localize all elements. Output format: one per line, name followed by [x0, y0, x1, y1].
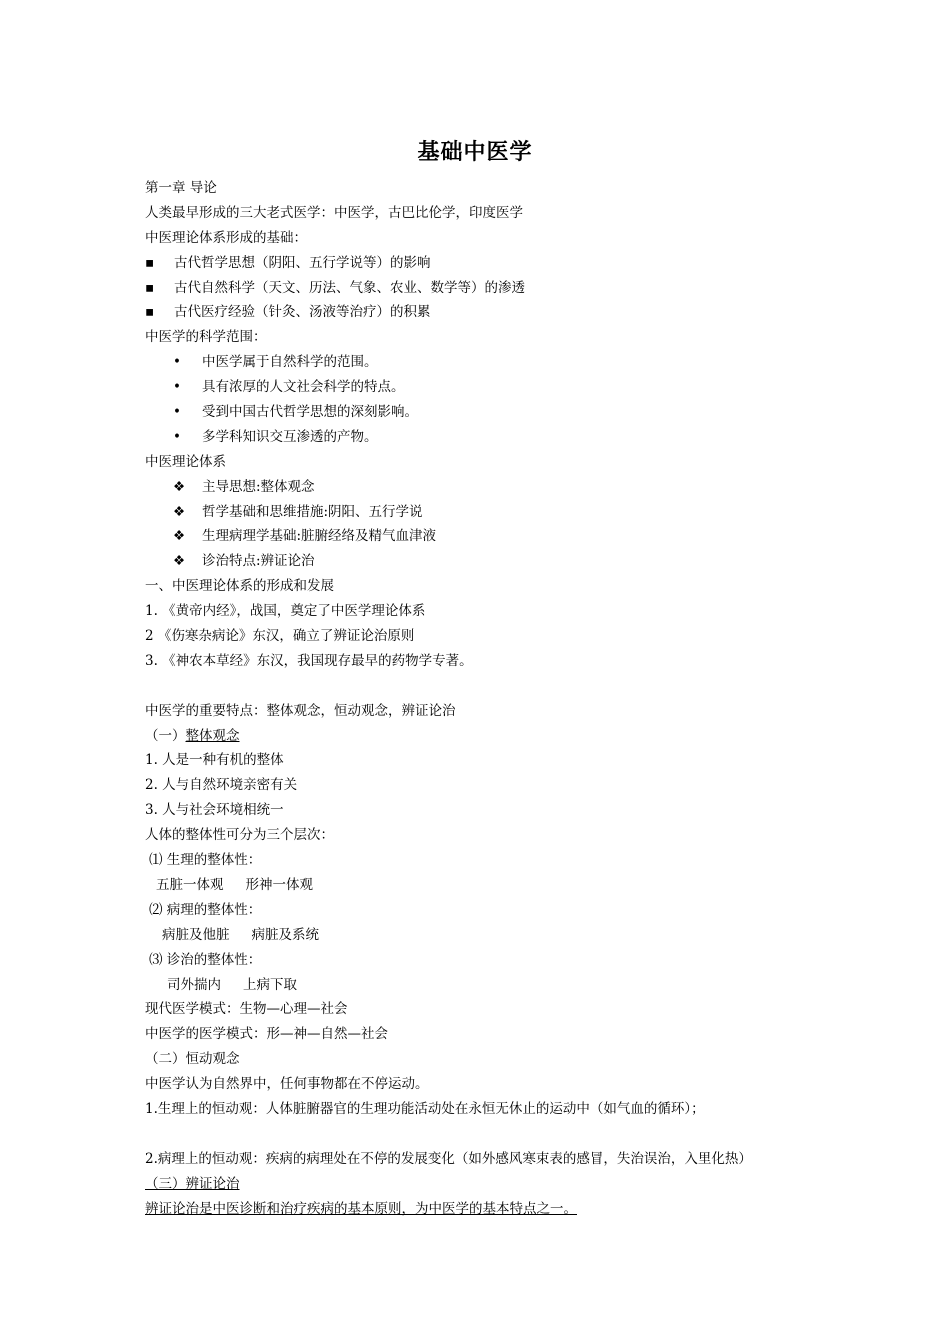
subsection-heading: （二）恒动观念	[145, 1051, 240, 1068]
dot-bullet-item	[145, 400, 825, 425]
heading-number: （一）	[145, 727, 186, 744]
level-detail	[145, 873, 825, 898]
paragraph: 人类最早形成的三大老式医学：中医学，古巴比伦学，印度医学	[145, 204, 523, 221]
detail-text: 病脏及他脏	[162, 926, 230, 943]
numbered-item: 1. 人是一种有机的整体	[145, 752, 284, 769]
square-bullet-item	[145, 300, 825, 325]
level-detail	[145, 923, 825, 948]
subsection-heading	[145, 724, 825, 749]
heading-text: 整体观念	[185, 727, 240, 744]
bullet-text: 具有浓厚的人文社会科学的特点。	[202, 379, 405, 396]
detail-text: 形神一体观	[245, 876, 313, 893]
diamond-bullet-icon: ❖	[173, 553, 186, 570]
bullet-text: 受到中国古代哲学思想的深刻影响。	[202, 404, 418, 421]
detail-text: 病脏及系统	[251, 926, 319, 943]
numbered-item: 2 《伤寒杂病论》东汉，确立了辨证论治原则	[145, 628, 415, 645]
paragraph: 中医学的医学模式：形—神—自然—社会	[145, 1026, 388, 1043]
subsection-heading: （三）辨证论治	[145, 1175, 240, 1192]
diamond-bullet-item	[145, 549, 825, 574]
detail-text: 上病下取	[243, 976, 297, 993]
level-detail	[145, 973, 825, 998]
chapter-heading: 第一章 导论	[145, 180, 217, 196]
paragraph: 中医学认为自然界中，任何事物都在不停运动。	[145, 1076, 429, 1093]
diamond-bullet-item	[145, 524, 825, 549]
dot-bullet-icon: •	[173, 354, 181, 371]
square-bullet-icon: ▪	[145, 254, 155, 271]
dot-bullet-icon: •	[173, 379, 181, 396]
bullet-text: 古代哲学思想（阴阳、五行学说等）的影响	[174, 254, 431, 271]
paragraph: 辨证论治是中医诊断和治疗疾病的基本原则，为中医学的基本特点之一。	[145, 1200, 577, 1217]
square-bullet-icon: ▪	[145, 279, 155, 296]
numbered-item: 2.病理上的恒动观：疾病的病理处在不停的发展变化（如外感风寒束表的感冒，失治误治，入里化热）	[145, 1150, 752, 1167]
dot-bullet-item	[145, 425, 825, 450]
paragraph: 人体的整体性可分为三个层次：	[145, 827, 334, 844]
paragraph: 中医理论体系形成的基础：	[145, 229, 307, 246]
square-bullet-item	[145, 251, 825, 276]
detail-text: 五脏一体观	[156, 876, 224, 893]
paragraph: 中医学的科学范围：	[145, 329, 267, 346]
square-bullet-icon: ▪	[145, 304, 155, 321]
section-heading: 一、中医理论体系的形成和发展	[145, 578, 334, 595]
dot-bullet-icon: •	[173, 404, 181, 421]
dot-bullet-item	[145, 375, 825, 400]
bullet-text: 主导思想:整体观念	[202, 478, 315, 495]
diamond-bullet-item	[145, 475, 825, 500]
numbered-item: 3. 人与社会环境相统一	[145, 802, 284, 819]
level-item: ⑴ 生理的整体性：	[149, 852, 262, 869]
numbered-item: 1. 《黄帝内经》，战国，奠定了中医学理论体系	[145, 603, 426, 620]
bullet-text: 生理病理学基础:脏腑经络及精气血津液	[202, 528, 437, 545]
bullet-text: 中医学属于自然科学的范围。	[202, 354, 378, 371]
detail-text: 司外揣内	[167, 976, 221, 993]
diamond-bullet-icon: ❖	[173, 503, 186, 520]
bullet-text: 多学科知识交互渗透的产物。	[202, 428, 378, 445]
level-item: ⑵ 病理的整体性：	[149, 901, 262, 918]
bullet-text: 古代自然科学（天文、历法、气象、农业、数学等）的渗透	[174, 279, 525, 296]
dot-bullet-item	[145, 350, 825, 375]
bullet-text: 古代医疗经验（针灸、汤液等治疗）的积累	[174, 304, 431, 321]
numbered-item: 1.生理上的恒动观：人体脏腑器官的生理功能活动处在永恒无休止的运动中（如气血的循环）；	[145, 1100, 705, 1117]
numbered-item: 3. 《神农本草经》东汉，我国现存最早的药物学专著。	[145, 652, 473, 669]
dot-bullet-icon: •	[173, 428, 181, 445]
blank-line	[145, 1122, 825, 1147]
document-body	[145, 176, 825, 1221]
blank-line	[145, 674, 825, 699]
diamond-bullet-icon: ❖	[173, 528, 186, 545]
bullet-text: 诊治特点:辨证论治	[202, 553, 315, 570]
document-title: 基础中医学	[417, 140, 533, 165]
paragraph: 中医学的重要特点：整体观念，恒动观念，辨证论治	[145, 702, 456, 719]
diamond-bullet-item	[145, 500, 825, 525]
numbered-item: 2. 人与自然环境亲密有关	[145, 777, 298, 794]
level-item: ⑶ 诊治的整体性：	[149, 951, 262, 968]
square-bullet-item	[145, 276, 825, 301]
paragraph: 现代医学模式：生物—心理—社会	[145, 1001, 348, 1018]
bullet-text: 哲学基础和思维措施:阴阳、五行学说	[202, 503, 423, 520]
paragraph: 中医理论体系	[145, 453, 226, 470]
diamond-bullet-icon: ❖	[173, 478, 186, 495]
